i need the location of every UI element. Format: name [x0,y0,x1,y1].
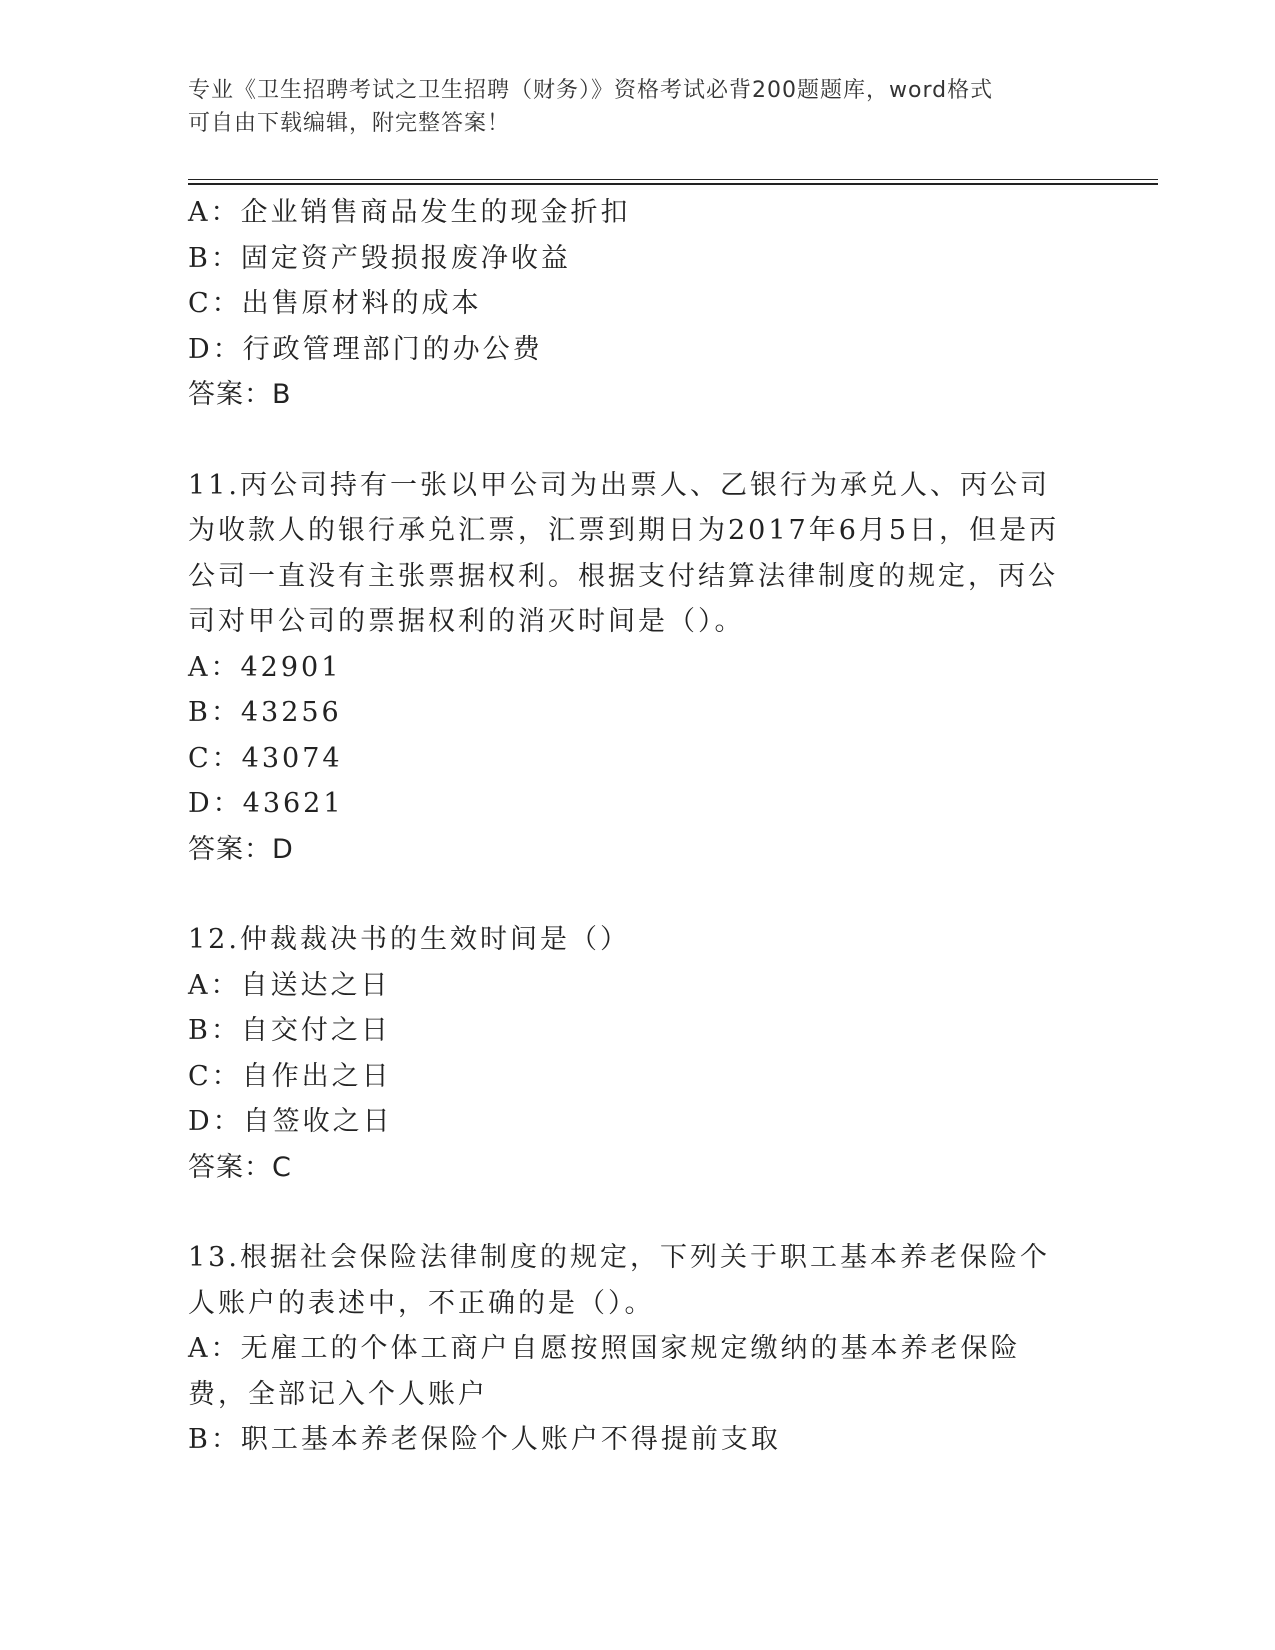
question-text: 12.仲裁裁决书的生效时间是（） [188,924,630,955]
header-divider-thin [188,179,1158,180]
spacer [188,872,1088,917]
option-b: B：固定资产毁损报废净收益 [188,242,571,274]
option-b: B：43256 [188,697,342,728]
option-a: A：企业销售商品发生的现金折扣 [188,197,631,228]
option-d: D：43621 [188,788,344,819]
option-d: D：行政管理部门的办公费 [188,333,543,365]
answer-line: 答案：B [188,379,292,410]
option-c: C：自作出之日 [188,1060,392,1092]
option-a: A：无雇工的个体工商户自愿按照国家规定缴纳的基本养老保险费，全部记入个人账户 [188,1333,1021,1410]
answer-line: 答案：C [188,1151,292,1183]
option-b: B：职工基本养老保险个人账户不得提前支取 [188,1424,781,1455]
option-c: C：43074 [188,742,343,774]
header-divider-thick [188,183,1158,185]
question-text: 13.根据社会保险法律制度的规定，下列关于职工基本养老保险个人账户的表述中，不正确的是（）。 [188,1242,1050,1319]
option-a: A：42901 [188,651,342,683]
option-d: D：自签收之日 [188,1106,393,1137]
spacer [188,1190,1088,1235]
question-12-block [188,917,1088,1190]
question-13-block [188,1235,1088,1463]
header-line-2: 可自由下载编辑，附完整答案！ [188,111,511,136]
question-10-block [188,190,1088,418]
document-header [188,74,1068,140]
option-c: C：出售原材料的成本 [188,288,482,319]
spacer [188,418,1088,463]
document-body [188,190,1088,1463]
question-11-block [188,463,1088,873]
answer-line: 答案：D [188,833,294,865]
option-b: B：自交付之日 [188,1015,391,1046]
question-text: 11.丙公司持有一张以甲公司为出票人、乙银行为承兑人、丙公司为收款人的银行承兑汇票，汇票到期日为2017年6月5日，但是丙公司一直没有主张票据权利。根据支付结算法律制度的规定，丙公司对甲公司的票据权利的消灭时间是（）。 [188,469,1060,637]
option-a: A：自送达之日 [188,969,391,1001]
header-line-1: 专业《卫生招聘考试之卫生招聘（财务）》资格考试必背200题题库，word格式 [188,78,994,103]
